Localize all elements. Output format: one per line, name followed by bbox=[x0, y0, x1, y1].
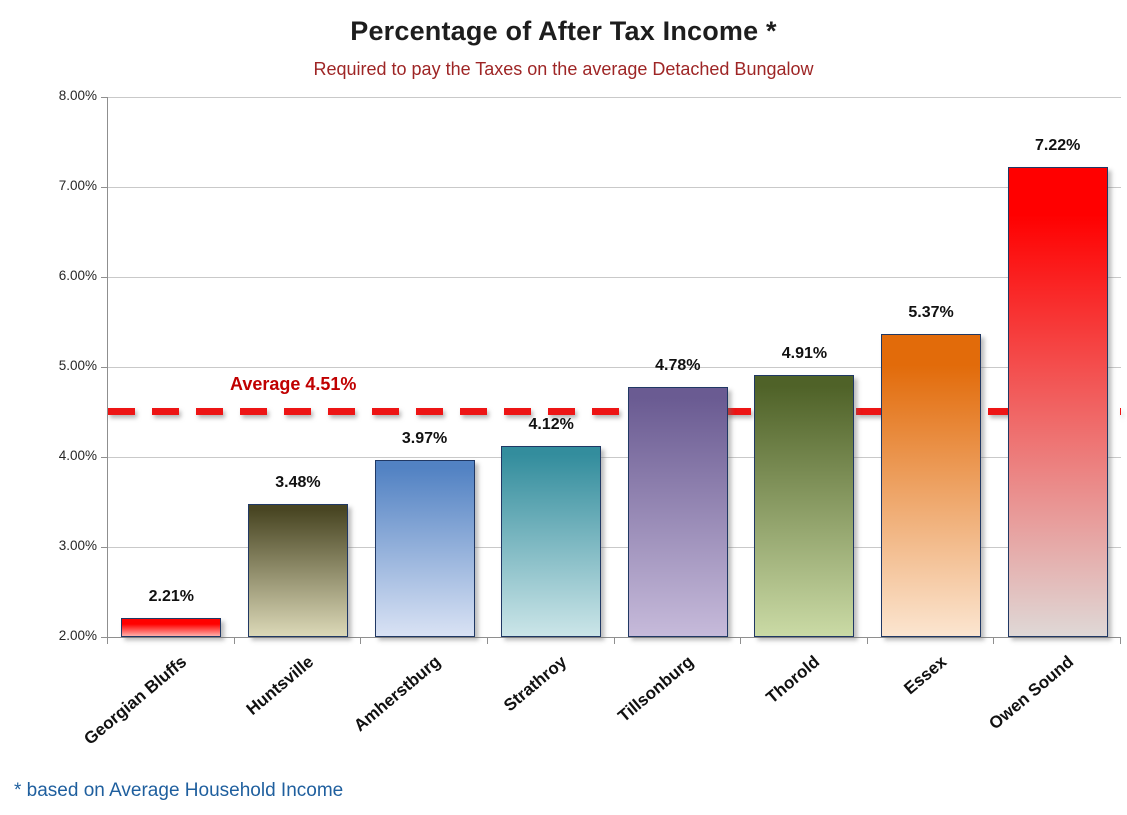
bar-thorold bbox=[754, 375, 854, 637]
y-axis-tick bbox=[101, 457, 107, 458]
x-axis-tick bbox=[487, 638, 488, 644]
bar-value-label: 3.48% bbox=[275, 473, 321, 491]
x-axis-tick bbox=[1120, 638, 1121, 644]
x-axis-category-label: Huntsville bbox=[242, 652, 318, 719]
x-axis-category-label: Strathroy bbox=[500, 652, 571, 716]
y-axis-label: 2.00% bbox=[58, 628, 97, 643]
x-axis-tick bbox=[234, 638, 235, 644]
y-axis-label: 8.00% bbox=[58, 88, 97, 103]
bar-owen-sound bbox=[1008, 167, 1108, 637]
y-axis-tick bbox=[101, 367, 107, 368]
y-axis-tick bbox=[101, 97, 107, 98]
x-axis-tick bbox=[993, 638, 994, 644]
gridline bbox=[108, 97, 1121, 98]
footnote: * based on Average Household Income bbox=[14, 780, 344, 801]
bar-georgian-bluffs bbox=[121, 618, 221, 637]
chart-subtitle: Required to pay the Taxes on the average Detached Bungalow bbox=[313, 59, 814, 79]
gridline bbox=[108, 187, 1121, 188]
y-axis-label: 3.00% bbox=[58, 538, 97, 553]
x-axis-tick bbox=[740, 638, 741, 644]
chart-title: Percentage of After Tax Income * bbox=[350, 16, 777, 46]
y-axis-tick bbox=[101, 547, 107, 548]
x-axis-category-label: Essex bbox=[900, 652, 951, 699]
y-axis-label: 7.00% bbox=[58, 178, 97, 193]
x-axis-tick bbox=[867, 638, 868, 644]
y-axis-label: 4.00% bbox=[58, 448, 97, 463]
x-axis-category-label: Owen Sound bbox=[985, 652, 1077, 734]
x-axis-tick bbox=[614, 638, 615, 644]
plot-area bbox=[107, 97, 1121, 638]
bar-value-label: 2.21% bbox=[148, 588, 194, 606]
x-axis-category-label: Georgian Bluffs bbox=[80, 652, 191, 749]
bar-value-label: 3.97% bbox=[401, 429, 448, 447]
y-axis-tick bbox=[101, 277, 107, 278]
bar-amherstburg bbox=[375, 460, 475, 637]
bar-tillsonburg bbox=[628, 387, 728, 637]
bar-value-label: 4.78% bbox=[655, 356, 701, 374]
bar-value-label: 4.91% bbox=[781, 345, 828, 363]
y-axis-label: 5.00% bbox=[58, 358, 97, 373]
x-axis-category-label: Thorold bbox=[762, 652, 824, 708]
x-axis-category-label: Amherstburg bbox=[349, 652, 444, 736]
gridline bbox=[108, 277, 1121, 278]
bar-value-label: 5.37% bbox=[908, 303, 954, 321]
y-axis-label: 6.00% bbox=[58, 268, 97, 283]
bar-huntsville bbox=[248, 504, 348, 637]
x-axis-category-label: Tillsonburg bbox=[614, 652, 698, 726]
x-axis-tick bbox=[107, 638, 108, 644]
bar-essex bbox=[881, 334, 981, 637]
bar-value-label: 7.22% bbox=[1035, 137, 1081, 155]
x-axis-tick bbox=[360, 638, 361, 644]
bar-value-label: 4.12% bbox=[528, 416, 574, 434]
average-line-label: Average 4.51% bbox=[230, 374, 357, 395]
bar-strathroy bbox=[501, 446, 601, 637]
y-axis-tick bbox=[101, 187, 107, 188]
